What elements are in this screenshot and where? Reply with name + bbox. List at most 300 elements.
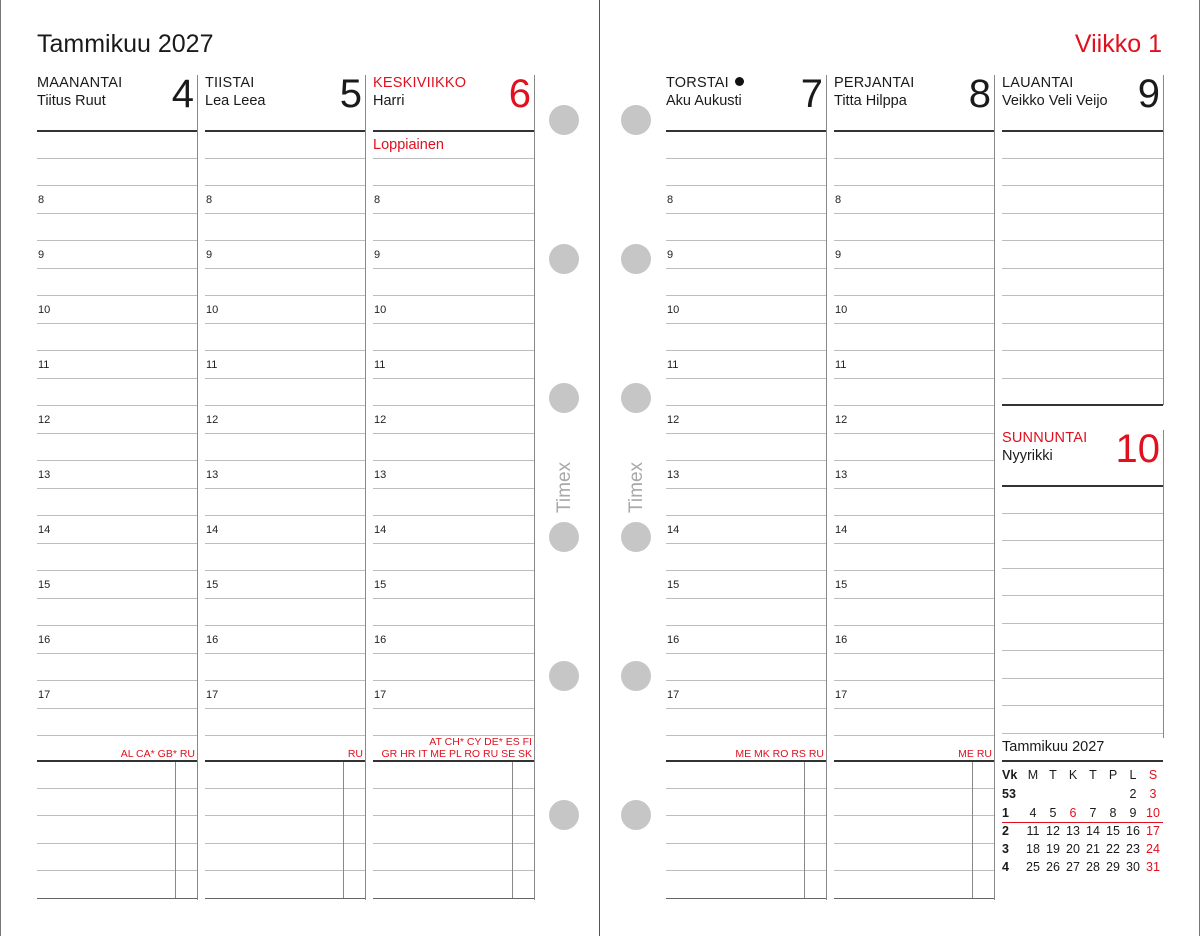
ruled-line: [666, 240, 826, 241]
ruled-line: [205, 515, 365, 516]
notes-line: [666, 788, 826, 789]
hour-label: 11: [667, 359, 679, 371]
ruled-line: [834, 350, 994, 351]
name-day: Harri: [373, 93, 405, 109]
ruled-line: [37, 350, 197, 351]
ruled-line: [373, 378, 534, 379]
ruled-line: [373, 598, 534, 599]
ruled-line: [666, 213, 826, 214]
hour-label: 16: [835, 634, 848, 646]
mini-separator: [1002, 822, 1163, 823]
notes-line: [205, 815, 365, 816]
day-name: PERJANTAI: [834, 75, 915, 91]
country-codes: GR HR IT ME PL RO RU SE SK: [381, 748, 532, 760]
name-day: Nyyrikki: [1002, 448, 1053, 464]
ruled-line: [37, 598, 197, 599]
notes-line: [37, 788, 197, 789]
ruled-line: [37, 405, 197, 406]
calendar-date: 7: [1089, 806, 1097, 820]
hour-label: 16: [206, 634, 219, 646]
ruled-line: [205, 625, 365, 626]
hour-label: 9: [38, 249, 45, 261]
hour-label: 17: [206, 689, 219, 701]
ruled-line: [834, 460, 994, 461]
binder-hole: [549, 383, 579, 413]
hour-label: 9: [835, 249, 842, 261]
hour-label: 9: [206, 249, 213, 261]
column-border: [1163, 430, 1164, 738]
ruled-line: [205, 543, 365, 544]
notes-line: [37, 815, 197, 816]
hour-label: 14: [667, 524, 680, 536]
notes-line: [373, 843, 534, 844]
day-number: 9: [1137, 72, 1160, 116]
ruled-line: [666, 680, 826, 681]
hour-label: 10: [38, 304, 51, 316]
ruled-line: [205, 323, 365, 324]
ruled-line: [1002, 268, 1163, 269]
ruled-line: [37, 323, 197, 324]
ruled-line: [373, 653, 534, 654]
ruled-line: [205, 598, 365, 599]
ruled-line: [373, 488, 534, 489]
notes-line: [666, 870, 826, 871]
hour-label: 14: [374, 524, 387, 536]
ruled-line: [1002, 678, 1163, 679]
hour-label: 15: [835, 579, 848, 591]
hour-label: 17: [38, 689, 51, 701]
ruled-line: [1002, 650, 1163, 651]
ruled-line: [666, 268, 826, 269]
ruled-line: [37, 543, 197, 544]
ruled-line: [1002, 595, 1163, 596]
ruled-line: [834, 268, 994, 269]
ruled-line: [37, 488, 197, 489]
ruled-line: [37, 185, 197, 186]
ruled-line: [834, 378, 994, 379]
hour-label: 13: [374, 469, 387, 481]
column-border: [994, 75, 995, 900]
ruled-line: [37, 515, 197, 516]
calendar-date: 6: [1069, 806, 1077, 820]
ruled-line: [834, 158, 994, 159]
binder-hole: [621, 244, 651, 274]
calendar-date: 27: [1066, 860, 1080, 874]
notes-line: [834, 870, 994, 871]
ruled-line: [37, 735, 197, 736]
ruled-line: [1002, 705, 1163, 706]
calendar-date: 28: [1086, 860, 1100, 874]
ruled-line: [666, 295, 826, 296]
country-codes: ME MK RO RS RU: [735, 748, 824, 760]
notes-bottom: [834, 898, 994, 899]
hour-label: 15: [206, 579, 219, 591]
ruled-line: [205, 570, 365, 571]
left-page-edge: [0, 0, 1, 936]
ruled-line: [666, 570, 826, 571]
week-number: 53: [1002, 787, 1016, 801]
ruled-line: [373, 570, 534, 571]
hour-label: 9: [374, 249, 381, 261]
ruled-line: [834, 295, 994, 296]
notes-bottom: [205, 898, 365, 899]
calendar-date: 19: [1046, 842, 1060, 856]
ruled-line: [205, 735, 365, 736]
week-number: 4: [1002, 860, 1009, 874]
binder-hole: [549, 522, 579, 552]
ruled-line: [373, 515, 534, 516]
ruled-line: [373, 543, 534, 544]
day-name: TIISTAI: [205, 75, 255, 91]
calendar-date: 10: [1146, 806, 1160, 820]
ruled-line: [373, 350, 534, 351]
calendar-date: 16: [1126, 824, 1140, 838]
ruled-line: [37, 268, 197, 269]
mini-header: S: [1148, 768, 1158, 782]
calendar-date: 11: [1026, 824, 1040, 838]
ruled-line: [205, 240, 365, 241]
ruled-line: [373, 323, 534, 324]
ruled-line: [666, 653, 826, 654]
header-rule: [37, 130, 197, 132]
ruled-line: [37, 653, 197, 654]
hour-label: 8: [374, 194, 381, 206]
ruled-line: [666, 543, 826, 544]
hour-label: 17: [835, 689, 848, 701]
hour-label: 10: [206, 304, 219, 316]
column-border: [197, 75, 198, 900]
ruled-line: [666, 158, 826, 159]
hour-label: 15: [667, 579, 680, 591]
column-border: [826, 75, 827, 900]
ruled-line: [834, 488, 994, 489]
ruled-line: [37, 625, 197, 626]
ruled-line: [205, 460, 365, 461]
ruled-line: [834, 653, 994, 654]
notes-line: [373, 815, 534, 816]
ruled-line: [205, 350, 365, 351]
country-codes: AT CH* CY DE* ES FI: [429, 736, 532, 748]
day-number: 10: [1115, 427, 1160, 471]
notes-divider: [972, 762, 973, 898]
name-day: Aku Aukusti: [666, 93, 742, 109]
ruled-line: [373, 460, 534, 461]
brand-logo-left: Timex: [554, 461, 575, 513]
notes-bottom: [37, 898, 197, 899]
ruled-line: [1002, 568, 1163, 569]
notes-rule: [205, 760, 365, 762]
ruled-line: [834, 735, 994, 736]
ruled-line: [1002, 240, 1163, 241]
ruled-line: [666, 708, 826, 709]
ruled-line: [205, 488, 365, 489]
calendar-date: 14: [1086, 824, 1100, 838]
ruled-line: [373, 625, 534, 626]
calendar-date: 20: [1066, 842, 1080, 856]
ruled-line: [373, 433, 534, 434]
header-rule: [834, 130, 994, 132]
notes-line: [373, 788, 534, 789]
ruled-line: [205, 295, 365, 296]
day-name: TORSTAI: [666, 75, 744, 91]
calendar-date: 8: [1109, 806, 1117, 820]
day-name: SUNNUNTAI: [1002, 430, 1088, 446]
day-number: 8: [968, 72, 991, 116]
ruled-line: [1002, 540, 1163, 541]
binder-hole: [621, 105, 651, 135]
name-day: Tiitus Ruut: [37, 93, 106, 109]
ruled-line: [373, 268, 534, 269]
ruled-line: [834, 543, 994, 544]
ruled-line: [373, 158, 534, 159]
calendar-date: 17: [1146, 824, 1160, 838]
ruled-line: [205, 158, 365, 159]
mini-header: M: [1027, 768, 1039, 782]
ruled-line: [834, 598, 994, 599]
hour-label: 12: [667, 414, 680, 426]
notes-line: [834, 815, 994, 816]
mini-header: T: [1049, 768, 1057, 782]
notes-rule: [373, 760, 534, 762]
hour-label: 16: [374, 634, 387, 646]
ruled-line: [205, 680, 365, 681]
day-name: LAUANTAI: [1002, 75, 1074, 91]
week-number: 2: [1002, 824, 1009, 838]
notes-bottom: [666, 898, 826, 899]
hour-label: 14: [206, 524, 219, 536]
mini-header: L: [1129, 768, 1137, 782]
hour-label: 12: [206, 414, 219, 426]
section-rule: [1002, 404, 1163, 406]
day-number: 6: [508, 72, 531, 116]
week-title: Viikko 1: [1074, 30, 1162, 58]
hour-label: 11: [835, 359, 847, 371]
hour-label: 13: [667, 469, 680, 481]
calendar-date: 5: [1049, 806, 1057, 820]
day-name: MAANANTAI: [37, 75, 123, 91]
notes-line: [834, 843, 994, 844]
hour-label: 17: [667, 689, 680, 701]
hour-label: 8: [38, 194, 45, 206]
column-border: [1163, 75, 1164, 405]
ruled-line: [373, 185, 534, 186]
calendar-date: 22: [1106, 842, 1120, 856]
ruled-line: [205, 378, 365, 379]
calendar-date: 23: [1126, 842, 1140, 856]
calendar-date: 30: [1126, 860, 1140, 874]
name-day: Titta Hilppa: [834, 93, 907, 109]
ruled-line: [205, 213, 365, 214]
ruled-line: [666, 735, 826, 736]
calendar-date: 24: [1146, 842, 1160, 856]
hour-label: 9: [667, 249, 674, 261]
binder-hole: [621, 383, 651, 413]
ruled-line: [37, 158, 197, 159]
ruled-line: [666, 405, 826, 406]
mini-header: P: [1108, 768, 1118, 782]
ruled-line: [1002, 513, 1163, 514]
hour-label: 10: [374, 304, 387, 316]
notes-rule: [37, 760, 197, 762]
mini-header: T: [1089, 768, 1097, 782]
binder-hole: [621, 800, 651, 830]
ruled-line: [666, 350, 826, 351]
ruled-line: [205, 433, 365, 434]
moon-phase-icon: [735, 77, 744, 86]
calendar-date: 15: [1106, 824, 1120, 838]
ruled-line: [666, 185, 826, 186]
ruled-line: [1002, 378, 1163, 379]
notes-divider: [804, 762, 805, 898]
ruled-line: [834, 185, 994, 186]
ruled-line: [666, 433, 826, 434]
calendar-date: 29: [1106, 860, 1120, 874]
calendar-date: 12: [1046, 824, 1060, 838]
ruled-line: [205, 405, 365, 406]
ruled-line: [373, 240, 534, 241]
notes-line: [205, 843, 365, 844]
ruled-line: [37, 460, 197, 461]
section-rule: [1002, 760, 1163, 762]
binder-hole: [549, 105, 579, 135]
ruled-line: [1002, 733, 1163, 734]
ruled-line: [666, 460, 826, 461]
notes-line: [37, 843, 197, 844]
ruled-line: [666, 323, 826, 324]
ruled-line: [205, 653, 365, 654]
mini-header: Vk: [1002, 768, 1018, 782]
ruled-line: [834, 433, 994, 434]
center-divider: [599, 0, 600, 936]
notes-line: [373, 870, 534, 871]
calendar-date: 25: [1026, 860, 1040, 874]
ruled-line: [1002, 158, 1163, 159]
ruled-line: [373, 708, 534, 709]
hour-label: 12: [374, 414, 387, 426]
hour-label: 10: [835, 304, 848, 316]
ruled-line: [37, 240, 197, 241]
ruled-line: [666, 598, 826, 599]
ruled-line: [37, 570, 197, 571]
header-rule: [1002, 485, 1163, 487]
notes-line: [205, 870, 365, 871]
hour-label: 12: [38, 414, 51, 426]
hour-label: 13: [38, 469, 51, 481]
ruled-line: [666, 625, 826, 626]
notes-line: [37, 870, 197, 871]
week-number: 1: [1002, 806, 1009, 820]
ruled-line: [834, 323, 994, 324]
ruled-line: [666, 515, 826, 516]
day-name: KESKIVIIKKO: [373, 75, 467, 91]
calendar-date: 21: [1086, 842, 1100, 856]
calendar-date: 3: [1149, 787, 1157, 801]
hour-label: 11: [374, 359, 386, 371]
ruled-line: [37, 708, 197, 709]
ruled-line: [834, 213, 994, 214]
binder-hole: [549, 661, 579, 691]
notes-line: [666, 815, 826, 816]
name-day: Lea Leea: [205, 93, 266, 109]
ruled-line: [373, 295, 534, 296]
hour-label: 8: [206, 194, 213, 206]
ruled-line: [834, 570, 994, 571]
ruled-line: [37, 433, 197, 434]
binder-hole: [621, 661, 651, 691]
ruled-line: [1002, 623, 1163, 624]
ruled-line: [1002, 323, 1163, 324]
mini-header: K: [1068, 768, 1078, 782]
ruled-line: [1002, 185, 1163, 186]
header-rule: [205, 130, 365, 132]
ruled-line: [205, 185, 365, 186]
hour-label: 13: [206, 469, 219, 481]
ruled-line: [666, 488, 826, 489]
hour-label: 12: [835, 414, 848, 426]
notes-line: [205, 788, 365, 789]
holiday-label: Loppiainen: [373, 137, 444, 153]
hour-label: 15: [374, 579, 387, 591]
ruled-line: [37, 378, 197, 379]
hour-label: 11: [206, 359, 218, 371]
ruled-line: [834, 680, 994, 681]
header-rule: [1002, 130, 1163, 132]
hour-label: 8: [667, 194, 674, 206]
ruled-line: [373, 213, 534, 214]
calendar-date: 4: [1029, 806, 1037, 820]
ruled-line: [37, 680, 197, 681]
country-codes: RU: [347, 748, 363, 760]
binder-hole: [621, 522, 651, 552]
calendar-date: 31: [1146, 860, 1160, 874]
ruled-line: [834, 405, 994, 406]
ruled-line: [834, 625, 994, 626]
hour-label: 17: [374, 689, 387, 701]
calendar-date: 13: [1066, 824, 1080, 838]
hour-label: 15: [38, 579, 51, 591]
country-codes: AL CA* GB* RU: [120, 748, 195, 760]
week-number: 3: [1002, 842, 1009, 856]
ruled-line: [37, 295, 197, 296]
notes-bottom: [373, 898, 534, 899]
hour-label: 10: [667, 304, 680, 316]
mini-calendar-title: Tammikuu 2027: [1002, 739, 1105, 755]
notes-rule: [666, 760, 826, 762]
ruled-line: [373, 680, 534, 681]
ruled-line: [1002, 295, 1163, 296]
header-rule: [373, 130, 534, 132]
notes-line: [666, 843, 826, 844]
month-title: Tammikuu 2027: [37, 30, 214, 58]
ruled-line: [834, 708, 994, 709]
ruled-line: [205, 268, 365, 269]
calendar-date: 26: [1046, 860, 1060, 874]
notes-divider: [343, 762, 344, 898]
ruled-line: [834, 240, 994, 241]
ruled-line: [373, 405, 534, 406]
notes-line: [834, 788, 994, 789]
notes-divider: [175, 762, 176, 898]
ruled-line: [205, 708, 365, 709]
hour-label: 16: [667, 634, 680, 646]
hour-label: 14: [38, 524, 51, 536]
day-number: 5: [339, 72, 362, 116]
notes-divider: [512, 762, 513, 898]
hour-label: 11: [38, 359, 50, 371]
day-number: 7: [800, 72, 823, 116]
binder-hole: [549, 244, 579, 274]
header-rule: [666, 130, 826, 132]
